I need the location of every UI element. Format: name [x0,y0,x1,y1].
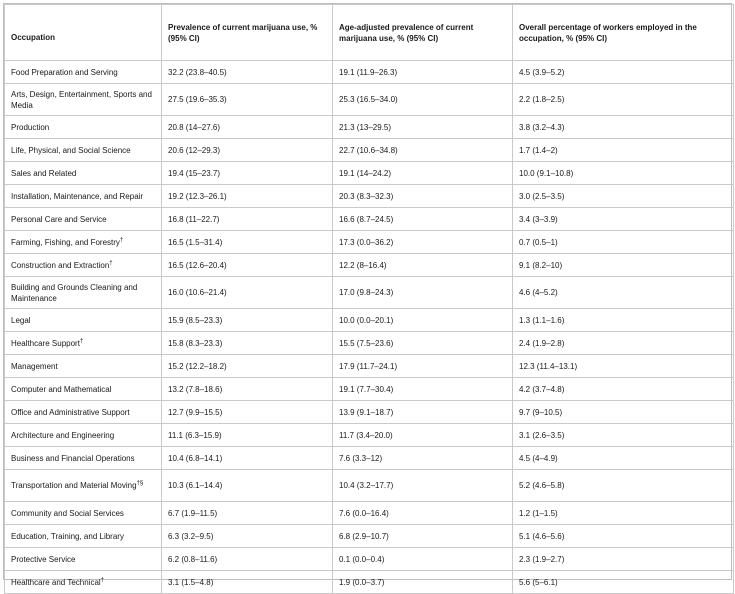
cell-prevalence: 19.2 (12.3–26.1) [162,185,333,208]
cell-overall-percentage: 9.7 (9–10.5) [513,401,734,424]
cell-occupation [5,277,162,309]
table-row [5,424,734,447]
cell-occupation [5,231,162,254]
occupation-label: Construction and Extraction [11,260,110,270]
table-row [5,254,734,277]
cell-overall-percentage: 2.3 (1.9–2.7) [513,548,734,571]
table-row [5,447,734,470]
footnote-mark: † [109,259,113,266]
cell-age-adjusted: 25.3 (16.5–34.0) [333,84,513,116]
cell-occupation [5,208,162,231]
cell-age-adjusted: 22.7 (10.6–34.8) [333,139,513,162]
occupation-label: Personal Care and Service [11,214,107,224]
table-row [5,309,734,332]
table-row [5,378,734,401]
table-row [5,470,734,502]
cell-occupation [5,447,162,470]
header-age-adjusted: Age-adjusted prevalence of current marijuana use, % (95% CI) [333,5,513,61]
cell-occupation [5,525,162,548]
cell-age-adjusted: 19.1 (11.9–26.3) [333,61,513,84]
cell-age-adjusted: 20.3 (8.3–32.3) [333,185,513,208]
cell-prevalence: 16.5 (12.6–20.4) [162,254,333,277]
cell-age-adjusted: 0.1 (0.0–0.4) [333,548,513,571]
occupation-label: Education, Training, and Library [11,531,124,541]
cell-prevalence: 12.7 (9.9–15.5) [162,401,333,424]
cell-prevalence: 6.3 (3.2–9.5) [162,525,333,548]
table-row [5,116,734,139]
occupation-label: Management [11,361,58,371]
cell-overall-percentage: 4.5 (4–4.9) [513,447,734,470]
cell-occupation [5,116,162,139]
cell-occupation [5,470,162,502]
cell-prevalence: 15.8 (8.3–23.3) [162,332,333,355]
occupation-label: Protective Service [11,554,76,564]
occupation-label: Production [11,122,50,132]
cell-overall-percentage: 5.6 (5–6.1) [513,571,734,594]
cell-prevalence: 20.6 (12–29.3) [162,139,333,162]
cell-age-adjusted: 7.6 (3.3–12) [333,447,513,470]
cell-prevalence: 6.7 (1.9–11.5) [162,502,333,525]
table-row [5,231,734,254]
cell-age-adjusted: 21.3 (13–29.5) [333,116,513,139]
table-row [5,61,734,84]
cell-overall-percentage: 2.4 (1.9–2.8) [513,332,734,355]
cell-occupation [5,254,162,277]
cell-age-adjusted: 19.1 (7.7–30.4) [333,378,513,401]
cell-occupation [5,378,162,401]
cell-prevalence: 32.2 (23.8–40.5) [162,61,333,84]
cell-occupation [5,139,162,162]
cell-age-adjusted: 13.9 (9.1–18.7) [333,401,513,424]
cell-occupation [5,162,162,185]
cell-age-adjusted: 16.6 (8.7–24.5) [333,208,513,231]
cell-overall-percentage: 5.1 (4.6–5.6) [513,525,734,548]
header-occupation: Occupation [5,5,162,61]
table-row [5,502,734,525]
cell-prevalence: 6.2 (0.8–11.6) [162,548,333,571]
cell-overall-percentage: 12.3 (11.4–13.1) [513,355,734,378]
cell-occupation [5,332,162,355]
occupation-label: Sales and Related [11,168,77,178]
cell-occupation [5,185,162,208]
cell-occupation [5,548,162,571]
table-body [5,61,734,594]
footnote-mark: †§ [136,480,144,487]
cell-overall-percentage: 2.2 (1.8–2.5) [513,84,734,116]
occupation-label: Business and Financial Operations [11,453,135,463]
occupation-label: Farming, Fishing, and Forestry [11,237,120,247]
cell-age-adjusted: 11.7 (3.4–20.0) [333,424,513,447]
cell-overall-percentage: 3.8 (3.2–4.3) [513,116,734,139]
header-row [5,5,734,61]
occupation-label: Healthcare and Technical [11,577,101,587]
footnote-mark: † [100,576,105,583]
footnote-mark: † [79,337,84,344]
cell-overall-percentage: 9.1 (8.2–10) [513,254,734,277]
cell-prevalence: 20.8 (14–27.6) [162,116,333,139]
occupation-label: Healthcare Support [11,338,80,348]
cell-age-adjusted: 6.8 (2.9–10.7) [333,525,513,548]
table-row [5,185,734,208]
table-row [5,401,734,424]
cell-occupation [5,355,162,378]
cell-overall-percentage: 4.5 (3.9–5.2) [513,61,734,84]
occupation-label: Food Preparation and Serving [11,67,118,77]
header-prevalence: Prevalence of current marijuana use, % (95% CI) [162,5,333,61]
cell-occupation [5,571,162,594]
cell-overall-percentage: 3.1 (2.6–3.5) [513,424,734,447]
cell-age-adjusted: 17.0 (9.8–24.3) [333,277,513,309]
table-row [5,525,734,548]
cell-overall-percentage: 0.7 (0.5–1) [513,231,734,254]
occupation-label: Arts, Design, Entertainment, Sports and Media [11,89,152,110]
occupation-marijuana-table [4,4,734,594]
cell-age-adjusted: 12.2 (8–16.4) [333,254,513,277]
table-row [5,332,734,355]
cell-prevalence: 11.1 (6.3–15.9) [162,424,333,447]
cell-age-adjusted: 17.3 (0.0–36.2) [333,231,513,254]
cell-occupation [5,502,162,525]
cell-prevalence: 15.9 (8.5–23.3) [162,309,333,332]
cell-prevalence: 13.2 (7.8–18.6) [162,378,333,401]
cell-prevalence: 16.0 (10.6–21.4) [162,277,333,309]
cell-occupation [5,424,162,447]
occupation-label: Building and Grounds Cleaning and Maintenance [11,282,138,303]
occupation-label: Office and Administrative Support [11,407,130,417]
cell-prevalence: 16.5 (1.5–31.4) [162,231,333,254]
occupation-label: Computer and Mathematical [11,384,112,394]
cell-age-adjusted: 19.1 (14–24.2) [333,162,513,185]
occupation-label: Legal [11,315,31,325]
cell-prevalence: 10.3 (6.1–14.4) [162,470,333,502]
cell-age-adjusted: 15.5 (7.5–23.6) [333,332,513,355]
occupation-label: Architecture and Engineering [11,430,115,440]
cell-overall-percentage: 10.0 (9.1–10.8) [513,162,734,185]
cell-age-adjusted: 7.6 (0.0–16.4) [333,502,513,525]
cell-overall-percentage: 1.2 (1–1.5) [513,502,734,525]
cell-overall-percentage: 3.4 (3–3.9) [513,208,734,231]
cell-prevalence: 19.4 (15–23.7) [162,162,333,185]
table-row [5,162,734,185]
table-row [5,208,734,231]
cell-overall-percentage: 4.2 (3.7–4.8) [513,378,734,401]
cell-prevalence: 15.2 (12.2–18.2) [162,355,333,378]
occupation-label: Life, Physical, and Social Science [11,145,131,155]
cell-age-adjusted: 17.9 (11.7–24.1) [333,355,513,378]
table-row [5,84,734,116]
cell-occupation [5,401,162,424]
cell-prevalence: 16.8 (11–22.7) [162,208,333,231]
cell-occupation [5,309,162,332]
cell-age-adjusted: 10.0 (0.0–20.1) [333,309,513,332]
occupation-label: Transportation and Material Moving [11,481,137,490]
cell-age-adjusted: 10.4 (3.2–17.7) [333,470,513,502]
cell-overall-percentage: 4.6 (4–5.2) [513,277,734,309]
occupation-label: Community and Social Services [11,508,124,518]
cell-occupation [5,61,162,84]
cell-overall-percentage: 3.0 (2.5–3.5) [513,185,734,208]
cell-overall-percentage: 1.7 (1.4–2) [513,139,734,162]
cell-prevalence: 10.4 (6.8–14.1) [162,447,333,470]
cell-overall-percentage: 1.3 (1.1–1.6) [513,309,734,332]
table-row [5,355,734,378]
table-row [5,139,734,162]
cell-occupation [5,84,162,116]
table-row [5,548,734,571]
table-row [5,571,734,594]
cell-prevalence: 3.1 (1.5–4.8) [162,571,333,594]
table-row [5,277,734,309]
footnote-mark: † [119,236,124,243]
occupation-label: Installation, Maintenance, and Repair [11,191,144,201]
cell-prevalence: 27.5 (19.6–35.3) [162,84,333,116]
cell-age-adjusted: 1.9 (0.0–3.7) [333,571,513,594]
header-overall-percentage: Overall percentage of workers employed in the occupation, % (95% CI) [513,5,734,61]
occupation-table-container [3,3,732,587]
cell-overall-percentage: 5.2 (4.6–5.8) [513,470,734,502]
